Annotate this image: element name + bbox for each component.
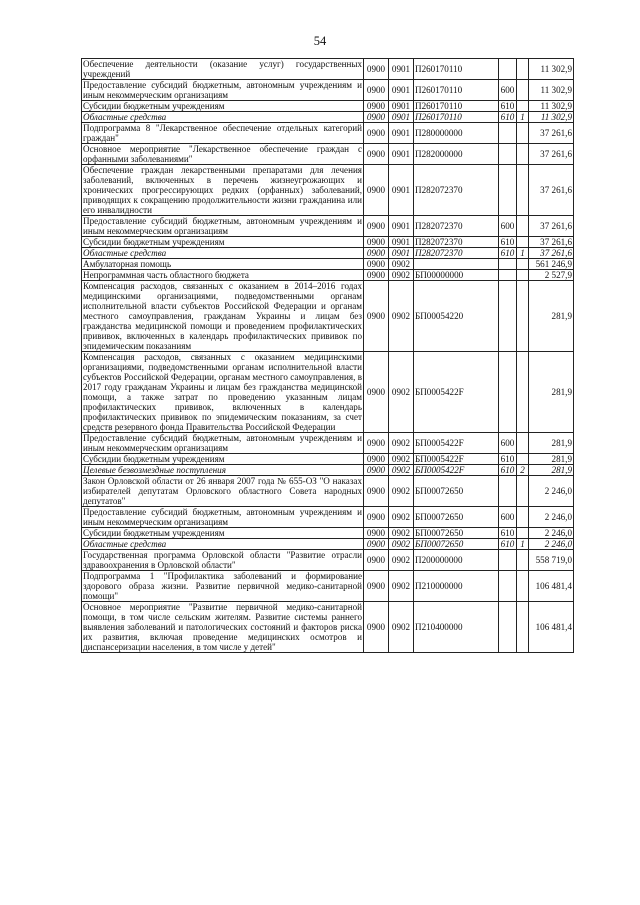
section-code: 0900 (364, 352, 389, 433)
target-article-code: БП0005422F (414, 465, 499, 476)
section-code: 0900 (364, 465, 389, 476)
table-row (82, 248, 574, 259)
target-article-code: П282072370 (414, 165, 499, 216)
budget-item-name: Закон Орловской области от 26 января 2007 года № 655-ОЗ "О наказах избирателей депутатам Орловского областного Совета народных депутатов" (83, 476, 362, 506)
table-row (82, 454, 574, 465)
budget-item-name: Государственная программа Орловской области "Развитие отрасли здравоохранения в Орловской области" (83, 550, 362, 570)
budget-item-name: Областные средства (82, 539, 364, 550)
amount: 281,9 (529, 465, 574, 476)
funding-source-code (517, 281, 529, 352)
section-code: 0900 (364, 550, 389, 571)
expense-type-code: 610 (499, 465, 517, 476)
subsection-code: 0902 (389, 602, 414, 653)
funding-source-code (517, 550, 529, 571)
funding-source-code (517, 476, 529, 507)
amount: 11 302,9 (529, 59, 574, 80)
funding-source-code (517, 433, 529, 454)
target-article-code: БП00054220 (414, 281, 499, 352)
amount: 37 261,6 (529, 237, 574, 248)
funding-source-code (517, 59, 529, 80)
expense-type-code (499, 571, 517, 602)
amount: 106 481,4 (529, 602, 574, 653)
funding-source-code (517, 101, 529, 112)
subsection-code: 0902 (389, 454, 414, 465)
target-article-code: П282072370 (414, 216, 499, 237)
budget-item-name: Обеспечение граждан лекарственными препаратами для лечения заболеваний, включенных в перечень жизнеугрожающих и хронических прогрессирующих редких (орфанных) заболеваний, приводящих к сокращению продолжительности жизни гражданина или его инвалидности (83, 165, 362, 215)
expense-type-code: 610 (499, 237, 517, 248)
section-code: 0900 (364, 112, 389, 123)
funding-source-code (517, 602, 529, 653)
funding-source-code: 1 (517, 539, 529, 550)
amount: 2 246,0 (529, 539, 574, 550)
subsection-code: 0901 (389, 80, 414, 101)
target-article-code: П210400000 (414, 602, 499, 653)
section-code: 0900 (364, 602, 389, 653)
budget-item-name: Основное мероприятие "Развитие первичной медико-санитарной помощи, в том числе сельским жителям. Развитие системы раннего выявления заболеваний и патологических состояний и факторов риска их развития, включая проведение медицинских осмотров и диспансеризации населения, в том числе у детей" (83, 602, 362, 652)
expense-type-code: 600 (499, 507, 517, 528)
table-row (82, 259, 574, 270)
funding-source-code (517, 165, 529, 216)
expense-type-code (499, 259, 517, 270)
section-code: 0900 (364, 59, 389, 80)
section-code: 0900 (364, 144, 389, 165)
target-article-code: БП0005422F (414, 352, 499, 433)
amount: 37 261,6 (529, 144, 574, 165)
amount: 106 481,4 (529, 571, 574, 602)
budget-item-name: Предоставление субсидий бюджетным, автономным учреждениям и иным некоммерческим организациям (83, 216, 362, 236)
subsection-code: 0902 (389, 433, 414, 454)
table-row (82, 539, 574, 550)
section-code: 0900 (364, 528, 389, 539)
section-code: 0900 (364, 216, 389, 237)
subsection-code: 0901 (389, 237, 414, 248)
section-code: 0900 (364, 571, 389, 602)
section-code: 0900 (364, 80, 389, 101)
amount: 37 261,6 (529, 165, 574, 216)
amount: 2 246,0 (529, 507, 574, 528)
budget-table-body (82, 59, 574, 653)
funding-source-code (517, 571, 529, 602)
subsection-code: 0901 (389, 123, 414, 144)
expense-type-code: 610 (499, 454, 517, 465)
amount: 2 527,9 (529, 270, 574, 281)
table-row (82, 352, 574, 433)
budget-item-name: Целевые безвозмездные поступления (82, 465, 364, 476)
table-row (82, 216, 574, 237)
funding-source-code (517, 528, 529, 539)
subsection-code: 0902 (389, 528, 414, 539)
subsection-code: 0901 (389, 59, 414, 80)
budget-item-name: Субсидии бюджетным учреждениям (82, 528, 364, 539)
expense-type-code (499, 352, 517, 433)
amount: 2 246,0 (529, 528, 574, 539)
target-article-code: П282000000 (414, 144, 499, 165)
budget-item-name: Амбулаторная помощь (82, 259, 364, 270)
section-code: 0900 (364, 476, 389, 507)
section-code: 0900 (364, 101, 389, 112)
expense-type-code (499, 59, 517, 80)
table-row (82, 602, 574, 653)
subsection-code: 0901 (389, 165, 414, 216)
subsection-code: 0902 (389, 465, 414, 476)
budget-table (81, 58, 574, 653)
funding-source-code: 1 (517, 112, 529, 123)
amount: 281,9 (529, 281, 574, 352)
expense-type-code (499, 281, 517, 352)
funding-source-code (517, 352, 529, 433)
table-row (82, 270, 574, 281)
table-row (82, 237, 574, 248)
budget-item-name: Подпрограмма 8 "Лекарственное обеспечение отдельных категорий граждан" (83, 123, 362, 143)
amount: 281,9 (529, 454, 574, 465)
table-row (82, 112, 574, 123)
target-article-code: П260170110 (414, 112, 499, 123)
expense-type-code (499, 270, 517, 281)
budget-item-name: Субсидии бюджетным учреждениям (82, 454, 364, 465)
table-row (82, 144, 574, 165)
amount: 37 261,6 (529, 216, 574, 237)
table-row (82, 433, 574, 454)
funding-source-code (517, 144, 529, 165)
section-code: 0900 (364, 507, 389, 528)
expense-type-code: 610 (499, 248, 517, 259)
amount: 11 302,9 (529, 80, 574, 101)
expense-type-code: 600 (499, 433, 517, 454)
subsection-code: 0901 (389, 112, 414, 123)
table-row (82, 550, 574, 571)
table-row (82, 123, 574, 144)
expense-type-code: 600 (499, 80, 517, 101)
target-article-code: БП00072650 (414, 476, 499, 507)
funding-source-code (517, 507, 529, 528)
funding-source-code (517, 454, 529, 465)
budget-item-name: Предоставление субсидий бюджетным, автономным учреждениям и иным некоммерческим организациям (83, 80, 362, 100)
budget-item-name: Подпрограмма 1 "Профилактика заболеваний и формирование здорового образа жизни. Развитие первичной медико-санитарной помощи" (83, 571, 362, 601)
amount: 558 719,0 (529, 550, 574, 571)
section-code: 0900 (364, 539, 389, 550)
section-code: 0900 (364, 259, 389, 270)
table-row (82, 507, 574, 528)
funding-source-code: 1 (517, 248, 529, 259)
funding-source-code (517, 237, 529, 248)
target-article-code: БП0005422F (414, 454, 499, 465)
target-article-code: БП00000000 (414, 270, 499, 281)
budget-item-name: Областные средства (82, 112, 364, 123)
budget-item-name: Областные средства (82, 248, 364, 259)
target-article-code: БП0005422F (414, 433, 499, 454)
page-number: 54 (313, 34, 327, 48)
amount: 2 246,0 (529, 476, 574, 507)
budget-item-name: Субсидии бюджетным учреждениям (82, 237, 364, 248)
expense-type-code: 600 (499, 216, 517, 237)
expense-type-code (499, 550, 517, 571)
funding-source-code (517, 216, 529, 237)
amount: 37 261,6 (529, 123, 574, 144)
subsection-code: 0902 (389, 539, 414, 550)
target-article-code: П282072370 (414, 248, 499, 259)
subsection-code: 0901 (389, 101, 414, 112)
subsection-code: 0902 (389, 507, 414, 528)
target-article-code: П260170110 (414, 80, 499, 101)
subsection-code: 0902 (389, 281, 414, 352)
funding-source-code (517, 259, 529, 270)
subsection-code: 0901 (389, 216, 414, 237)
subsection-code: 0902 (389, 270, 414, 281)
target-article-code: П200000000 (414, 550, 499, 571)
target-article-code: П282072370 (414, 237, 499, 248)
table-row (82, 101, 574, 112)
target-article-code: БП00072650 (414, 507, 499, 528)
funding-source-code (517, 270, 529, 281)
budget-item-name: Компенсация расходов, связанных с оказанием в 2014–2016 годах медицинскими организациями, подведомственными органам исполнительной власти субъектов Российской Федерации и органам местного самоуправления, гражданам Украины и лицам без гражданства медицинской помощи и проведением профилактических прививок, включенных в календарь профилактических прививок по эпидемическим показаниям (83, 281, 362, 351)
expense-type-code: 610 (499, 112, 517, 123)
table-row (82, 465, 574, 476)
table-row (82, 281, 574, 352)
subsection-code: 0902 (389, 476, 414, 507)
subsection-code: 0902 (389, 571, 414, 602)
subsection-code: 0902 (389, 550, 414, 571)
section-code: 0900 (364, 165, 389, 216)
target-article-code: П280000000 (414, 123, 499, 144)
amount: 561 246,9 (529, 259, 574, 270)
amount: 11 302,9 (529, 101, 574, 112)
table-row (82, 59, 574, 80)
subsection-code: 0902 (389, 259, 414, 270)
budget-item-name: Непрограммная часть областного бюджета (82, 270, 364, 281)
amount: 37 261,6 (529, 248, 574, 259)
target-article-code: П260170110 (414, 59, 499, 80)
expense-type-code (499, 123, 517, 144)
budget-item-name: Предоставление субсидий бюджетным, автономным учреждениям и иным некоммерческим организациям (83, 507, 362, 527)
budget-item-name: Компенсация расходов, связанных с оказанием медицинскими организациями, подведомственными органам исполнительной власти субъектов Российской Федерации, органам местного самоуправления, в 2017 году гражданам Украины и лицам без гражданства медицинской помощи, а также затрат по проведению указанным лицам профилактических прививок, включенных в календарь профилактических прививок по эпидемическим показаниям, за счет средств резервного фонда Правительства Российской Федерации (83, 352, 362, 432)
table-row (82, 528, 574, 539)
budget-item-name: Предоставление субсидий бюджетным, автономным учреждениям и иным некоммерческим организациям (83, 433, 362, 453)
target-article-code: П260170110 (414, 101, 499, 112)
expense-type-code (499, 144, 517, 165)
funding-source-code (517, 80, 529, 101)
expense-type-code: 610 (499, 101, 517, 112)
expense-type-code: 610 (499, 528, 517, 539)
expense-type-code (499, 602, 517, 653)
table-row (82, 80, 574, 101)
expense-type-code: 610 (499, 539, 517, 550)
expense-type-code (499, 476, 517, 507)
budget-item-name: Субсидии бюджетным учреждениям (82, 101, 364, 112)
target-article-code (414, 259, 499, 270)
target-article-code: П210000000 (414, 571, 499, 602)
subsection-code: 0902 (389, 352, 414, 433)
amount: 11 302,9 (529, 112, 574, 123)
funding-source-code (517, 123, 529, 144)
funding-source-code: 2 (517, 465, 529, 476)
amount: 281,9 (529, 433, 574, 454)
section-code: 0900 (364, 123, 389, 144)
section-code: 0900 (364, 433, 389, 454)
table-row (82, 476, 574, 507)
subsection-code: 0901 (389, 144, 414, 165)
section-code: 0900 (364, 237, 389, 248)
table-row (82, 165, 574, 216)
table-row (82, 571, 574, 602)
budget-item-name: Обеспечение деятельности (оказание услуг) государственных учреждений (83, 59, 362, 79)
target-article-code: БП00072650 (414, 528, 499, 539)
section-code: 0900 (364, 248, 389, 259)
budget-item-name: Основное мероприятие "Лекарственное обеспечение граждан с орфанными заболеваниями" (83, 144, 362, 164)
subsection-code: 0901 (389, 248, 414, 259)
target-article-code: БП00072650 (414, 539, 499, 550)
section-code: 0900 (364, 270, 389, 281)
section-code: 0900 (364, 281, 389, 352)
expense-type-code (499, 165, 517, 216)
amount: 281,9 (529, 352, 574, 433)
section-code: 0900 (364, 454, 389, 465)
